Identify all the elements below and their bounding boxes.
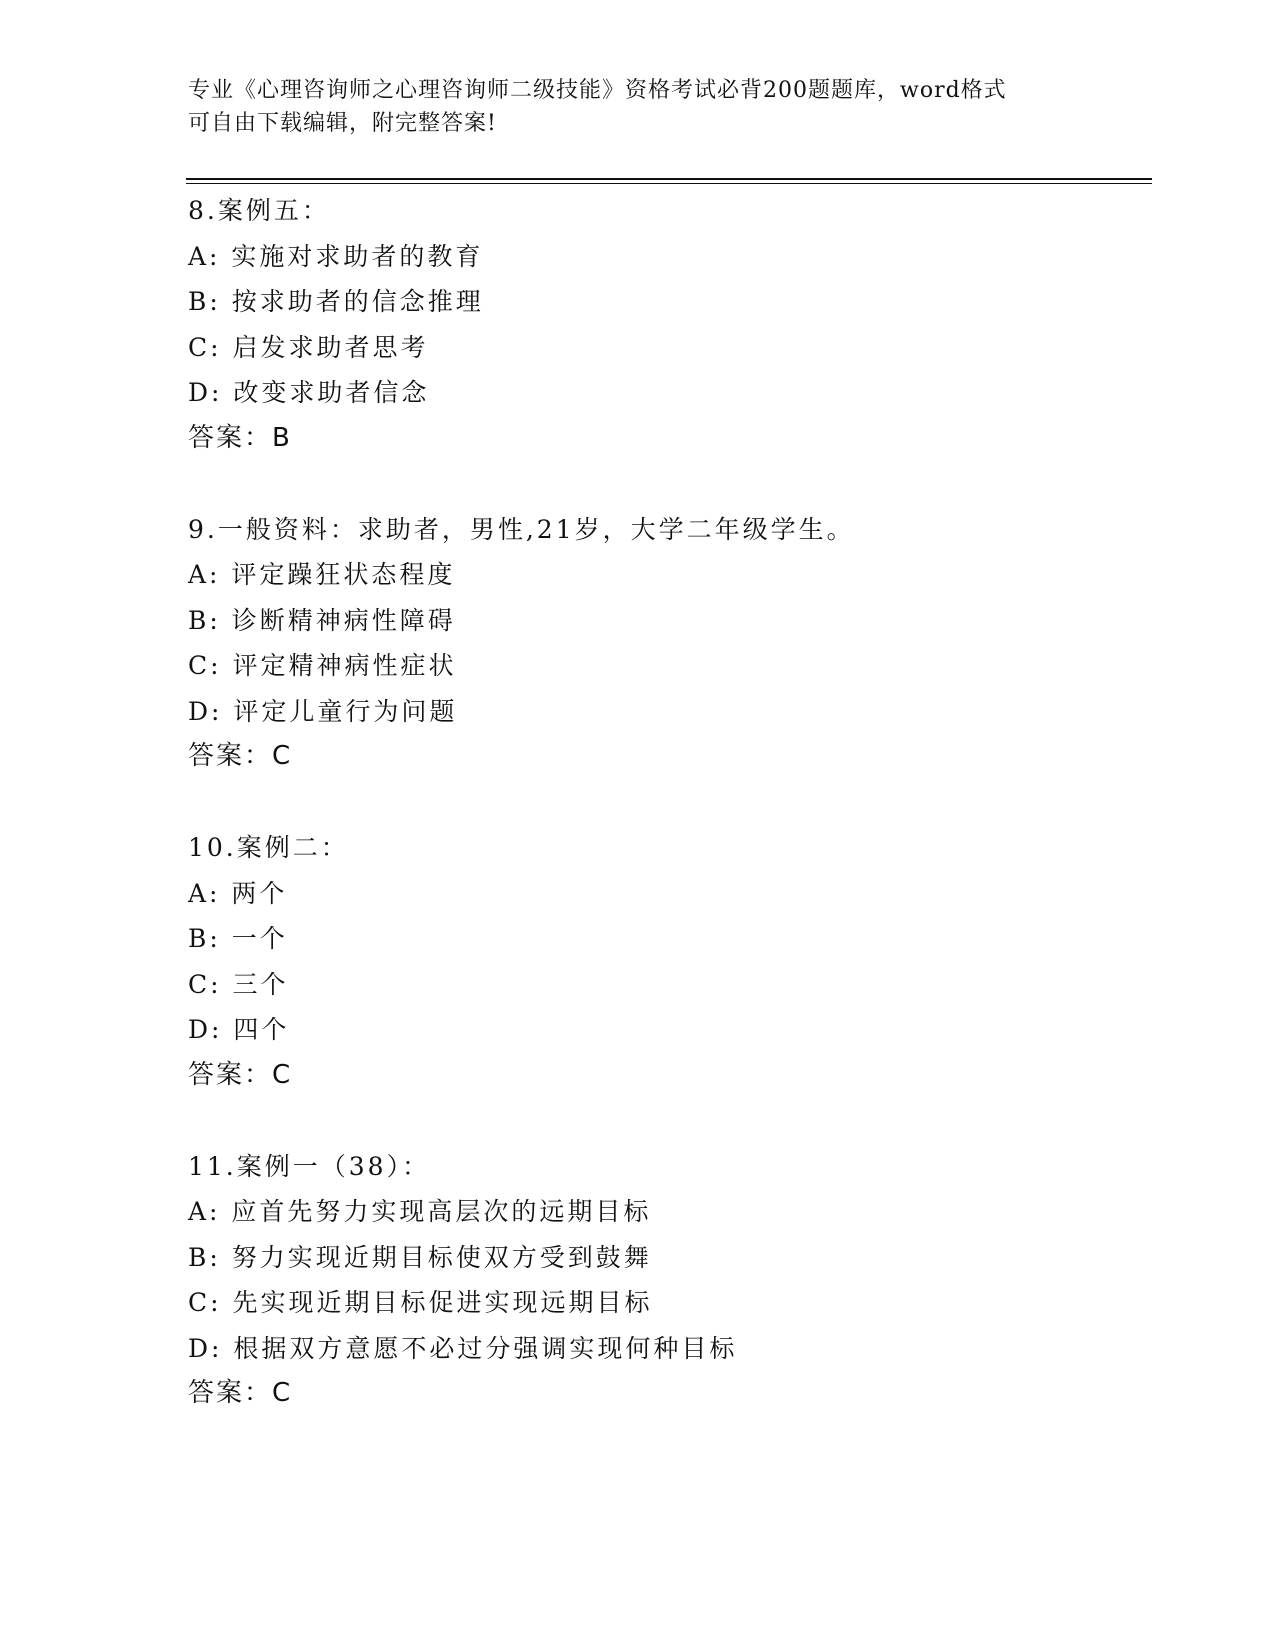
spacer — [188, 780, 1148, 826]
option-a: A: 两个 — [188, 878, 288, 908]
option-d: D: 改变求助者信念 — [188, 378, 430, 407]
option-a: A: 评定躁狂状态程度 — [188, 560, 456, 589]
option-b: B: 一个 — [188, 924, 288, 953]
header-divider-thin — [186, 183, 1152, 184]
option-c: C: 启发求助者思考 — [188, 332, 429, 362]
spacer — [188, 1098, 1148, 1144]
option-c: C: 先实现近期目标促进实现远期目标 — [188, 1288, 653, 1317]
question-list — [188, 188, 1148, 1417]
option-c: C: 评定精神病性症状 — [188, 651, 457, 680]
document-header — [188, 74, 1088, 140]
question-9 — [188, 507, 1148, 780]
question-title: 11.案例一（38）： — [188, 1151, 431, 1181]
question-title: 8.案例五： — [188, 196, 330, 225]
header-line-2: 可自由下载编辑，附完整答案! — [188, 111, 497, 136]
option-c: C: 三个 — [188, 969, 289, 999]
question-title: 9.一般资料：求助者，男性,21岁，大学二年级学生。 — [188, 514, 855, 544]
option-b: B: 诊断精神病性障碍 — [188, 605, 456, 635]
answer: 答案：B — [188, 422, 292, 453]
answer: 答案：C — [188, 741, 293, 771]
question-10 — [188, 825, 1148, 1098]
option-b: B: 按求助者的信念推理 — [188, 287, 484, 316]
question-title: 10.案例二： — [188, 833, 349, 862]
header-divider-thick — [186, 178, 1152, 180]
question-8 — [188, 188, 1148, 461]
option-b: B: 努力实现近期目标使双方受到鼓舞 — [188, 1242, 652, 1272]
option-d: D: 四个 — [188, 1015, 290, 1044]
option-d: D: 根据双方意愿不必过分强调实现何种目标 — [188, 1333, 738, 1363]
question-11 — [188, 1144, 1148, 1417]
option-d: D: 评定儿童行为问题 — [188, 696, 458, 726]
option-a: A: 实施对求助者的教育 — [188, 241, 484, 271]
spacer — [188, 461, 1148, 507]
answer: 答案：C — [188, 1059, 293, 1090]
header-line-1: 专业《心理咨询师之心理咨询师二级技能》资格考试必背200题题库，word格式 — [188, 78, 1007, 103]
answer: 答案：C — [188, 1378, 293, 1408]
option-a: A: 应首先努力实现高层次的远期目标 — [188, 1197, 652, 1226]
